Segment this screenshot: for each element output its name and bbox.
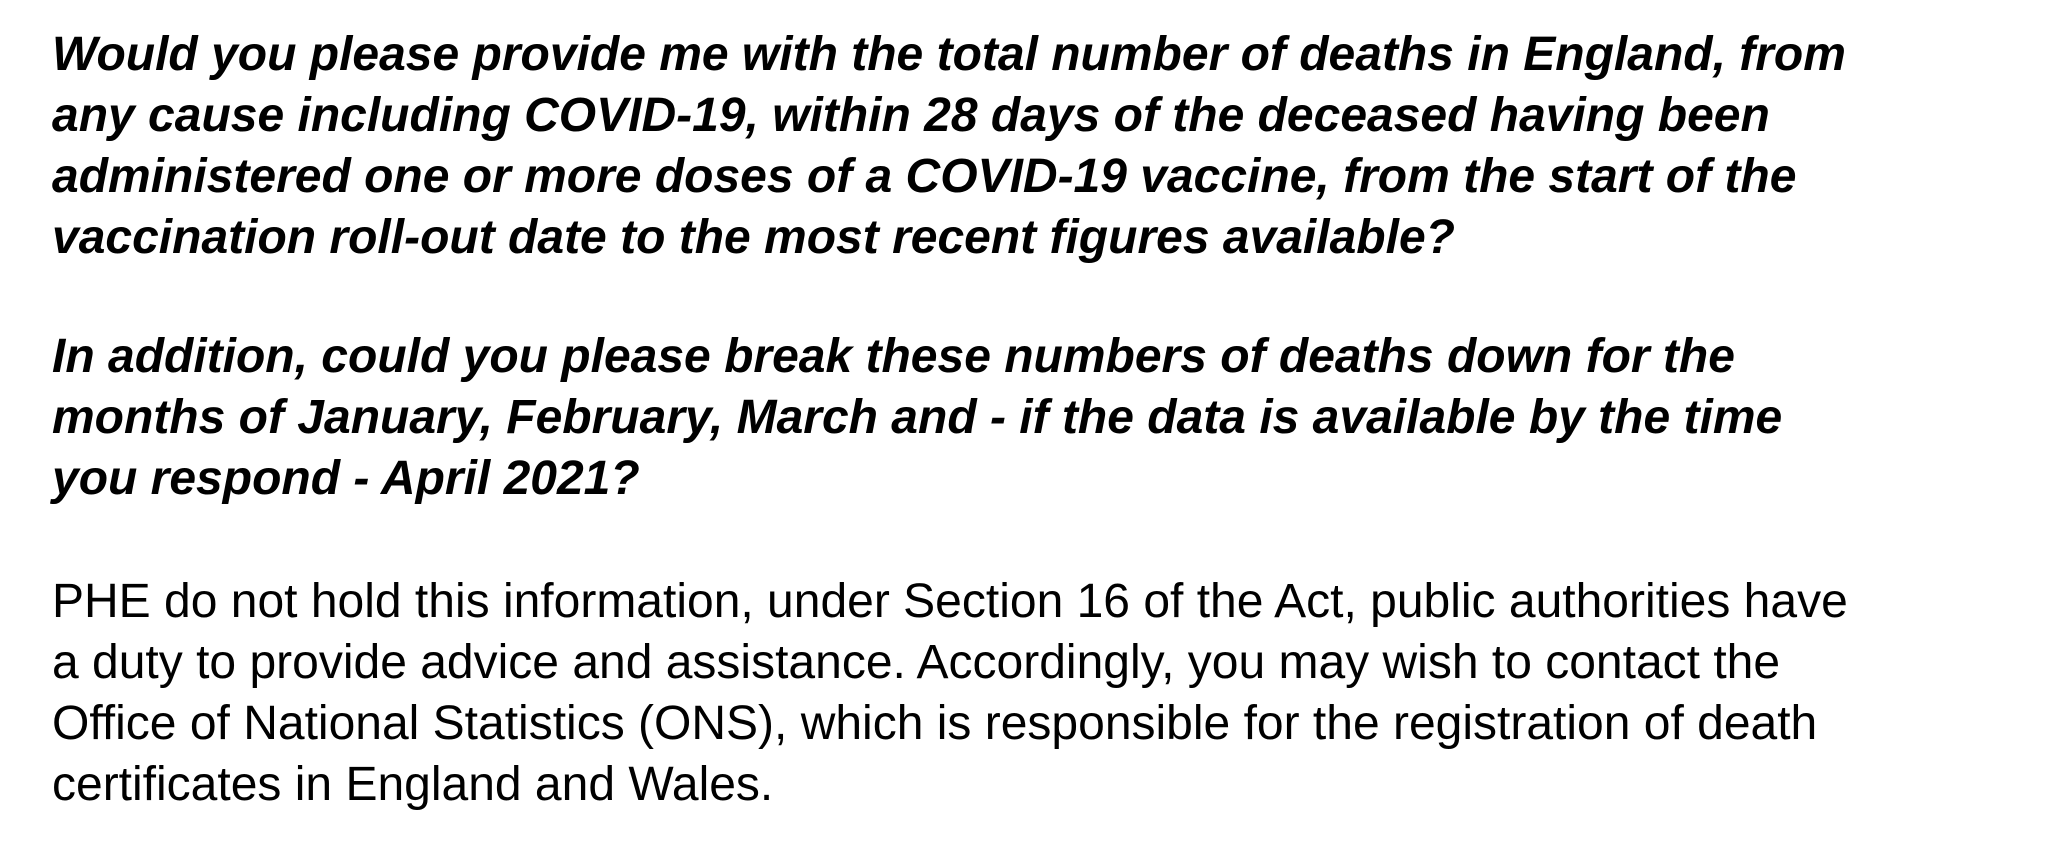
document-body (52, 0, 2042, 815)
answer-line: a duty to provide advice and assistance. Accordingly, you may wish to contact the (52, 636, 1781, 689)
question-1-line: Would you please provide me with the total number of deaths in England, from (52, 28, 1846, 81)
question-1-line: administered one or more doses of a COVID-19 vaccine, from the start of the (52, 150, 1797, 203)
answer-line: PHE do not hold this information, under Section 16 of the Act, public authorities have (52, 575, 1848, 628)
question-1-paragraph (52, 0, 2042, 268)
question-2-line: you respond - April 2021? (52, 452, 640, 505)
question-2-line: In addition, could you please break these numbers of deaths down for the (52, 330, 1735, 383)
question-1-line: vaccination roll-out date to the most recent figures available? (52, 211, 1455, 264)
answer-line: Office of National Statistics (ONS), which is responsible for the registration of death (52, 697, 1818, 750)
answer-line: certificates in England and Wales. (52, 758, 774, 811)
answer-paragraph (52, 509, 2042, 815)
question-2-paragraph (52, 268, 2042, 509)
question-2-line: months of January, February, March and - if the data is available by the time (52, 391, 1783, 444)
question-1-line: any cause including COVID-19, within 28 days of the deceased having been (52, 89, 1770, 142)
